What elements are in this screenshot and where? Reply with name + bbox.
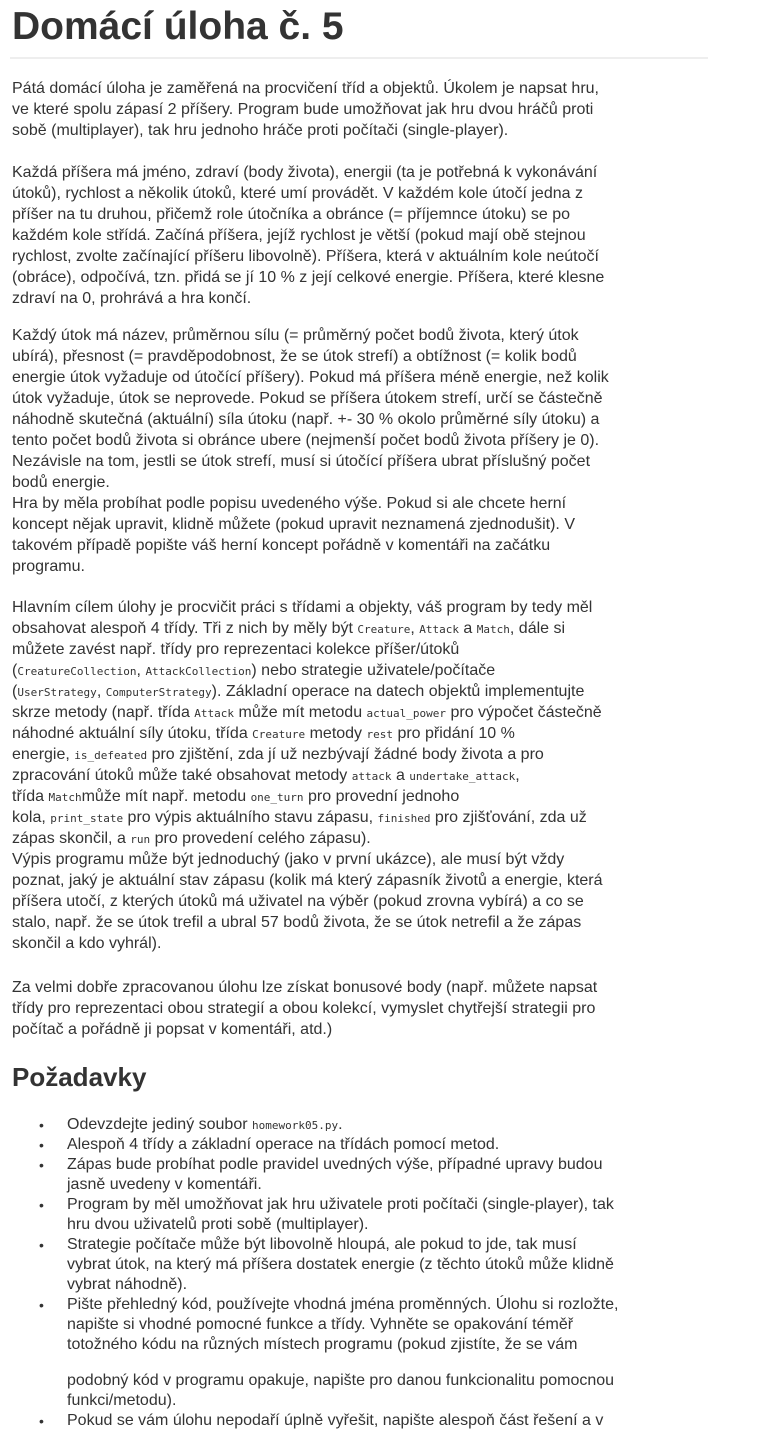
text-line: Pokud se vám úlohu nepodaří úplně vyřešit, napište alespoň část řešení a v — [67, 1412, 604, 1429]
paragraph-intro — [12, 78, 712, 141]
text-line: sobě (multiplayer), tak hru jednoho hráče proti počítači (single-player). — [12, 122, 509, 139]
code-print-state: print_state — [50, 812, 124, 825]
code-run: run — [130, 833, 151, 846]
paragraph-game-concept — [12, 493, 712, 577]
code-rest: rest — [366, 728, 393, 741]
list-item — [12, 1195, 712, 1235]
text-line: energie, is_defeated pro zjištění, zda jí už nezbývají žádné body života a pro — [12, 746, 544, 763]
text-line: Výpis programu může být jednoduchý (jako v první ukázce), ale musí být vždy — [12, 851, 565, 868]
text-line: kola, print_state pro výpis aktuálního stavu zápasu, finished pro zjišťování, zda už — [12, 809, 587, 826]
text-line: náhodně skutečná (aktuální) síla útoku (např. +- 30 % okolo průměrné síly útoku) a — [12, 411, 600, 428]
bullet-icon: • — [39, 1137, 44, 1153]
code-finished: finished — [377, 812, 431, 825]
text-line: poznat, jaký je aktuální stav zápasu (kolik má který zápasník životů a energie, která — [12, 872, 603, 889]
text-line: programu. — [12, 558, 85, 575]
text-line: (CreatureCollection, AttackCollection) nebo strategie uživatele/počítače — [12, 662, 496, 679]
text-line: Program by měl umožňovat jak hru uživatele proti počítači (single-player), tak — [67, 1196, 614, 1213]
text-line: skrze metody (např. třída Attack může mít metodu actual_power pro výpočet částečně — [12, 704, 602, 721]
text-line: Každý útok má název, průměrnou sílu (= průměrný počet bodů života, který útok — [12, 327, 579, 344]
text-line: funkci/metodu). — [67, 1392, 177, 1409]
requirements-list — [12, 1115, 712, 1431]
list-item — [12, 1135, 712, 1155]
text-line: Pátá domácí úloha je zaměřená na procvičení tříd a objektů. Úkolem je napsat hru, — [12, 80, 599, 97]
text-line: Alespoň 4 třídy a základní operace na třídách pomocí metod. — [67, 1136, 500, 1153]
text-line: útok vyžaduje, útok se neprovede. Pokud se příšera útokem strefí, určí se částečně — [12, 390, 603, 407]
list-item — [12, 1295, 712, 1411]
code-filename: homework05.py — [252, 1119, 339, 1132]
bullet-icon: • — [39, 1413, 44, 1429]
text-line: útoků), rychlost a několik útoků, které umí provádět. V každém kole útočí jedna z — [12, 185, 583, 202]
text-line: třídy pro reprezentaci obou strategií a obou kolekcí, vymyslet chytřejší strategii pro — [12, 1000, 596, 1017]
text-line: Pište přehledný kód, používejte vhodná jména proměnných. Úlohu si rozložte, — [67, 1296, 619, 1313]
text-line: ve které spolu zápasí 2 příšery. Program bude umožňovat jak hru dvou hráčů proti — [12, 101, 594, 118]
text-line: Nezávisle na tom, jestli se útok strefí, musí si útočící příšera ubrat příslušný počet — [12, 453, 591, 470]
bullet-icon: • — [39, 1237, 44, 1253]
text-line: koncept nějak upravit, klidně můžete (pokud upravit neznamená zjednodušit). V — [12, 516, 575, 533]
text-line: zdraví na 0, prohrává a hra končí. — [12, 290, 252, 307]
text-line: Zápas bude probíhat podle pravidel uvedných výše, případné upravy budou — [67, 1156, 603, 1173]
text-line: třída Matchmůže mít např. metodu one_turn pro provední jednoho — [12, 788, 460, 805]
code-creature: Creature — [252, 728, 306, 741]
paragraph-creatures — [12, 162, 712, 309]
code-actual-power: actual_power — [366, 707, 447, 720]
code-attack-method: attack — [351, 770, 392, 783]
text-line: podobný kód v programu opakuje, napište pro danou funkcionalitu pomocnou — [67, 1372, 615, 1389]
text-line: Odevzdejte jediný soubor homework05.py. — [67, 1116, 343, 1133]
text-line: takovém případě popište váš herní koncept pořádně v komentáři na začátku — [12, 537, 551, 554]
text-line: energie útok vyžaduje od útočící příšery). Pokud má příšera méně energie, než kolik — [12, 369, 609, 386]
requirements-heading: Požadavky — [12, 1062, 147, 1092]
code-attack: Attack — [419, 623, 459, 636]
bullet-icon: • — [39, 1157, 44, 1173]
text-line: vybrat útok, na který má příšera dostatek energie (z těchto útoků může klidně — [67, 1256, 614, 1273]
text-line: totožného kódu na různých místech programu (pokud zjistíte, že se vám — [67, 1336, 578, 1353]
text-line: zpracování útoků může také obsahovat metody attack a undertake_attack, — [12, 767, 520, 784]
list-item — [12, 1115, 712, 1135]
bullet-icon: • — [39, 1197, 44, 1213]
page-title: Domácí úloha č. 5 — [12, 5, 344, 48]
text-line: tento počet bodů života si obránce ubere (nejmenší počet bodů života příšery je 0). — [12, 432, 600, 449]
text-line: můžete zavést např. třídy pro reprezentaci kolekce příšer/útoků — [12, 641, 460, 658]
code-creature-collection: CreatureCollection — [17, 665, 137, 678]
text-line: vybrat náhodně). — [67, 1276, 188, 1293]
code-undertake-attack: undertake_attack — [409, 770, 516, 783]
bullet-icon: • — [39, 1297, 44, 1313]
code-attack-collection: AttackCollection — [145, 665, 252, 678]
text-line: obsahovat alespoň 4 třídy. Tři z nich by měly být Creature, Attack a Match, dále si — [12, 620, 566, 637]
text-line: ubírá), přesnost (= pravděpodobnost, že se útok strefí) a obtížnost (= kolik bodů — [12, 348, 577, 365]
code-one-turn: one_turn — [250, 791, 304, 804]
text-line: příšera utočí, z kterých útoků má uživatel na výběr (pokud zrovna vybírá) a co se — [12, 893, 584, 910]
text-line: Každá příšera má jméno, zdraví (body života), energii (ta je potřebná k vykonávání — [12, 164, 598, 181]
list-item — [12, 1235, 712, 1295]
code-is-defeated: is_defeated — [74, 749, 148, 762]
text-line: Hlavním cílem úlohy je procvičit práci s třídami a objekty, váš program by tedy měl — [12, 599, 593, 616]
code-user-strategy: UserStrategy — [17, 686, 97, 699]
text-line: napište si vhodné pomocné funkce a třídy. Vyhněte se opakování téměř — [67, 1316, 574, 1333]
text-line: počítač a pořádně ji popsat v komentáři, atd.) — [12, 1021, 333, 1038]
text-line: (UserStrategy, ComputerStrategy). Základní operace na datech objektů implementujte — [12, 683, 585, 700]
text-line: zápas skončil, a run pro provedení celého zápasu). — [12, 830, 371, 847]
paragraph-classes — [12, 597, 712, 954]
text-line: jasně uvedeny v komentáři. — [67, 1176, 262, 1193]
list-item — [12, 1155, 712, 1195]
paragraph-attacks — [12, 325, 712, 493]
text-line: bodů energie. — [12, 474, 110, 491]
text-line: náhodné aktuální síly útoku, třída Creature metody rest pro přidání 10 % — [12, 725, 515, 742]
code-creature: Creature — [357, 623, 411, 636]
text-line: Hra by měla probíhat podle popisu uvedeného výše. Pokud si ale chcete herní — [12, 495, 567, 512]
code-match: Match — [476, 623, 510, 636]
text-line: hru dvou uživatelů proti sobě (multiplayer). — [67, 1216, 369, 1233]
text-line: rychlost, zvolte začínající příšeru libovolně). Příšera, která v aktuálním kole neútočí — [12, 248, 599, 265]
text-line: (obráce), odpočívá, tzn. přidá se jí 10 % z její celkové energie. Příšera, které klesne — [12, 269, 605, 286]
text-line: každém kole střídá. Začíná příšera, jejíž rychlost je větší (pokud mají obě stejnou — [12, 227, 586, 244]
code-computer-strategy: ComputerStrategy — [105, 686, 212, 699]
paragraph-bonus — [12, 977, 712, 1040]
code-attack: Attack — [194, 707, 235, 720]
text-line: stalo, např. že se útok trefil a ubral 57 bodů života, že se útok netrefil a že zápas — [12, 914, 582, 931]
code-match: Match — [48, 791, 82, 804]
bullet-icon: • — [39, 1117, 44, 1133]
text-line: příšer na tu druhou, přičemž role útočníka a obránce (= příjemnce útoku) se po — [12, 206, 571, 223]
text-line: Za velmi dobře zpracovanou úlohu lze získat bonusové body (např. můžete napsat — [12, 979, 598, 996]
text-line: skončil a kdo vyhrál). — [12, 935, 162, 952]
text-line: Strategie počítače může být libovolně hloupá, ale pokud to jde, tak musí — [67, 1236, 577, 1253]
list-item — [12, 1411, 712, 1431]
title-divider — [10, 57, 708, 59]
